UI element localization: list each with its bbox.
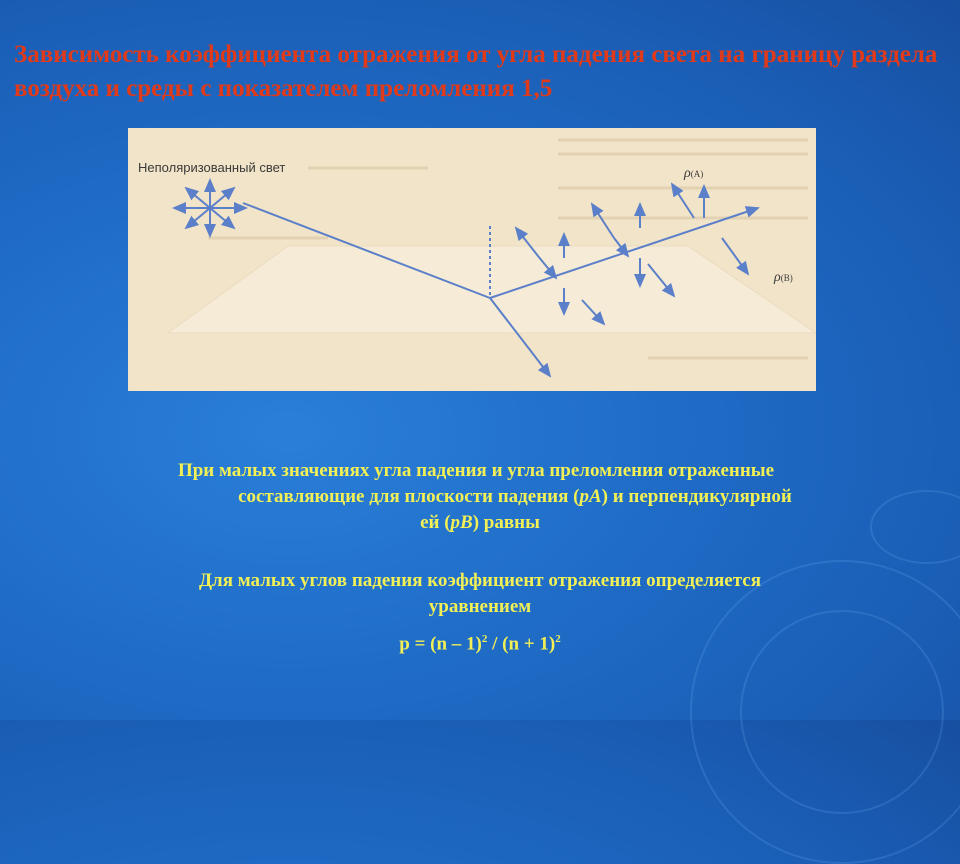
label-unpolarized-light: Неполяризованный свет [138,160,286,175]
label-rho-a-sub: (A) [690,169,704,179]
label-rho-a [684,166,703,182]
slide-title: Зависимость коэффициента отражения от угла падения света на границу раздела воздуха и среды с показателем преломления 1,5 [14,41,938,102]
label-rho-a-main: ρ [684,166,691,181]
label-rho-b-main: ρ [774,270,781,285]
paragraph1-line1: При малых значениях угла падения и угла преломления отраженные [177,460,775,481]
unpolarized-light-icon [174,180,246,236]
paragraph1-line3-a: ей ( [420,512,451,533]
reflection-formula [40,626,920,657]
formula-exp1: 2 [481,633,488,645]
paragraph1-line2 [110,484,920,510]
paragraph1-line2-a: составляющие для плоскости падения ( [238,486,580,507]
paragraph2-line1: Для малых углов падения коэффициент отражения определяется [198,570,762,591]
var-pb: pB [450,512,473,533]
interface-plane [168,246,816,333]
paragraph-reflection-coefficient [40,568,920,620]
paragraph-small-angles [40,458,920,536]
paragraph1-line3-b: ) равны [472,512,540,533]
var-pa: pA [579,486,602,507]
paragraph2-line2: уравнением [428,596,532,617]
paragraph1-line2-b: ) и перпендикулярной [601,486,792,507]
formula-part2: / (n + 1) [487,633,556,655]
label-rho-b-sub: (B) [780,273,793,283]
paragraph1-line3 [40,510,920,536]
label-rho-b [774,270,793,286]
formula-part1: p = (n – 1) [399,633,482,655]
formula-exp2: 2 [555,633,561,645]
reflection-diagram [128,128,816,391]
